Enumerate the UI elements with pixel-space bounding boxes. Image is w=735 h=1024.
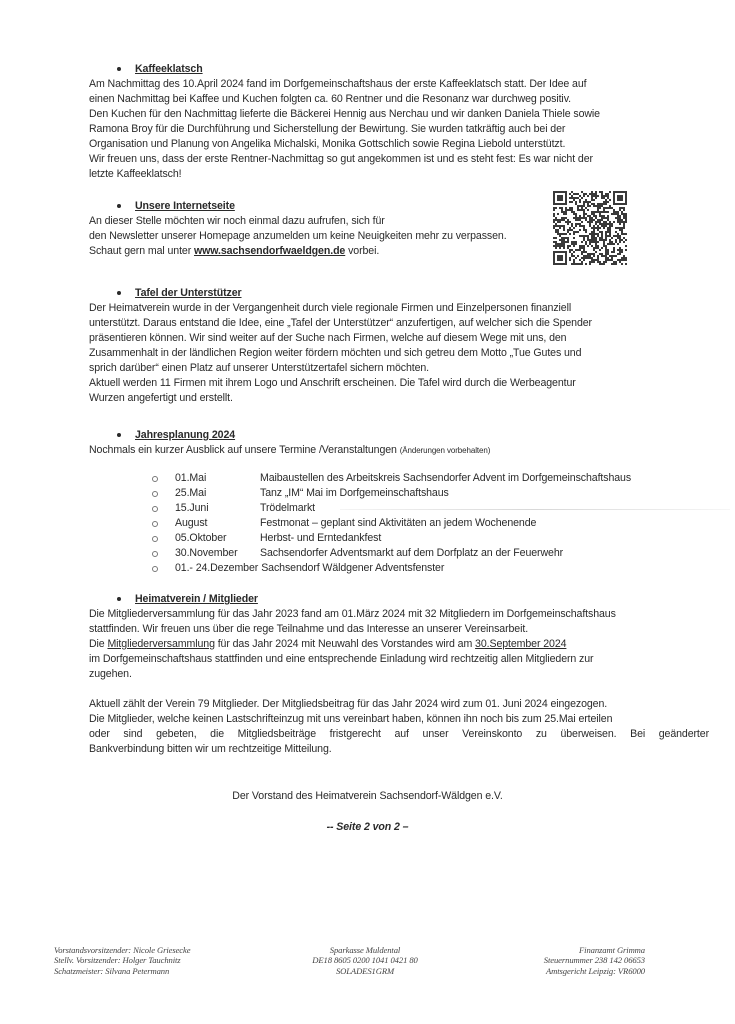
paragraph-line: oder sind gebeten, die Mitgliedsbeiträge fristgerecht auf unser Vereinskonto zu überweisen. Bei geänderter [89,728,709,740]
text: für das Jahr 2024 mit Neuwahl des Vorstandes wird am [214,638,476,650]
paragraph-line: Wurzen angefertigt und erstellt. [89,392,233,404]
footer-line: Vorstandsvorsitzender: Nicole Griesecke [54,945,191,955]
event-date: 01.Mai [175,472,207,484]
scan-artifact-line [340,509,730,510]
text: vorbei. [345,245,380,257]
intro-note: (Änderungen vorbehalten) [399,446,491,455]
section-jahresplanung [89,428,709,458]
circle-bullet-icon [152,506,158,512]
paragraph-line: Der Heimatverein wurde in der Vergangenheit durch viele regionale Firmen und Einzelpersonen finanziell [89,302,572,314]
event-date: 15.Juni [175,502,209,514]
section-heading [89,286,709,301]
paragraph-line: einen Nachmittag bei Kaffee und Kuchen folgten ca. 60 Rentner und die Resonanz war durchweg positiv. [89,93,571,105]
text: Die [89,638,108,650]
footer-line: Stellv. Vorsitzender: Holger Tauchnitz [54,955,181,966]
bullet-icon [117,597,121,601]
footer-tax [495,945,645,976]
paragraph-line: letzte Kaffeeklatsch! [89,168,182,180]
paragraph-line: Organisation und Planung von Angelika Michalski, Monika Gottschlich sowie Regina Liebold unterstützt. [89,138,566,150]
circle-bullet-icon [152,476,158,482]
event-item [152,531,712,546]
event-item [152,471,712,486]
paragraph-line: sprich darüber“ einen Platz auf unserer Unterstützertafel sichern möchten. [89,362,430,374]
bullet-icon [117,291,121,295]
event-description: Herbst- und Erntedankfest [260,532,382,544]
qr-finder-pattern [553,191,567,205]
underlined-text: Mitgliederversammlung [107,638,215,650]
paragraph-line: im Dorfgemeinschaftshaus stattfinden und eine entsprechende Einladung wird rechtzeitig allen Mitgliedern zur [89,653,594,665]
event-description: Maibaustellen des Arbeitskreis Sachsendorfer Advent im Dorfgemeinschaftshaus [260,472,632,484]
page-number: -- Seite 2 von 2 – [326,821,409,833]
paragraph-line: zugehen. [89,668,132,680]
event-description: Festmonat – geplant sind Aktivitäten an jedem Wochenende [260,517,537,529]
event-date: 01.- 24.Dezember [175,562,259,574]
footer-line: DE18 8605 0200 1041 0421 80 [312,955,418,966]
footer-line: Schatzmeister: Silvana Petermann [54,965,170,976]
paragraph-line: Die Mitgliederversammlung für das Jahr 2023 fand am 01.März 2024 mit 32 Mitgliedern im Dorfgemeinschaftshaus [89,608,616,620]
event-date: 30.November [175,547,238,559]
event-description: Sachsendorfer Adventsmarkt auf dem Dorfplatz an der Feuerwehr [260,547,564,559]
footer-bank [290,945,440,976]
section-title: Heimatverein / Mitglieder [135,593,258,605]
bullet-icon [117,67,121,71]
bullet-icon [117,204,121,208]
paragraph-line: unterstützt. Daraus entstand die Idee, eine „Tafel der Unterstützer“ anzufertigen, auf welcher sich die Spender [89,317,592,329]
paragraph-line: präsentieren können. Wir sind weiter auf der Suche nach Firmen, welche auf diesem Wege mit uns, den [89,332,567,344]
event-list [152,471,712,576]
event-description: Tanz „IM“ Mai im Dorfgemeinschaftshaus [260,487,449,499]
qr-code-icon[interactable] [553,191,627,265]
spacer [89,682,709,697]
section-heading [89,62,709,77]
event-item [152,561,712,576]
text: Schaut gern mal unter [89,245,194,257]
section-title: Jahresplanung 2024 [135,429,236,441]
footer-line: Steuernummer 238 142 06653 [543,955,645,966]
paragraph-line: Bankverbindung bitten wir um rechtzeitige Mitteilung. [89,743,332,755]
paragraph-line [89,637,709,652]
footer-line: Finanzamt Grimma [579,945,645,955]
paragraph-line [89,443,709,458]
paragraph-line: An dieser Stelle möchten wir noch einmal dazu aufrufen, sich für [89,215,385,227]
event-item [152,516,712,531]
paragraph-line: Am Nachmittag des 10.April 2024 fand im Dorfgemeinschaftshaus der erste Kaffeeklatsch statt. Der Idee auf [89,78,587,90]
paragraph-line: Die Mitglieder, welche keinen Lastschrifteinzug mit uns vereinbart haben, können ihn noch bis zum 25.Mai erteilen [89,713,613,725]
underlined-date: 30.September 2024 [475,638,567,650]
section-heading [89,592,709,607]
circle-bullet-icon [152,536,158,542]
section-kaffeeklatsch [89,62,709,182]
event-item [152,546,712,561]
event-description: Trödelmarkt [260,502,316,514]
paragraph-line: Wir freuen uns, dass der erste Rentner-Nachmittag so gut angekommen ist und es steht fest: Es war nicht der [89,153,593,165]
section-tafel [89,286,709,406]
circle-bullet-icon [152,566,158,572]
event-date: August [175,517,208,529]
section-mitglieder [89,592,709,757]
circle-bullet-icon [152,521,158,527]
event-item [152,486,712,501]
section-title: Kaffeeklatsch [135,63,203,75]
event-date: 25.Mai [175,487,207,499]
signature-line: Der Vorstand des Heimatverein Sachsendorf-Wäldgen e.V. [232,790,503,802]
event-date: 05.Oktober [175,532,227,544]
website-link[interactable]: www.sachsendorfwaeldgen.de [193,245,346,257]
event-description: Sachsendorf Wäldgener Adventsfenster [261,562,445,574]
paragraph-line: stattfinden. Wir freuen uns über die rege Teilnahme und das Interesse an unserer Vereinsarbeit. [89,623,529,635]
paragraph-line: Aktuell werden 11 Firmen mit ihrem Logo und Anschrift erscheinen. Die Tafel wird durch die Werbeagentur [89,377,576,389]
circle-bullet-icon [152,491,158,497]
section-title: Tafel der Unterstützer [135,287,242,299]
paragraph-line: Aktuell zählt der Verein 79 Mitglieder. Der Mitgliedsbeitrag für das Jahr 2024 wird zum 01. Juni 2024 eingezogen. [89,698,608,710]
bullet-icon [117,433,121,437]
intro-text: Nochmals ein kurzer Ausblick auf unsere Termine /Veranstaltungen [89,444,400,456]
paragraph-line: Den Kuchen für den Nachmittag lieferte die Bäckerei Hennig aus Nerchau und wir danken Daniela Thiele sowie [89,108,600,120]
paragraph-line: Ramona Broy für die Durchführung und Sicherstellung der Bewirtung. Sie wurden tatkräftig auch bei der [89,123,566,135]
footer-board [54,945,190,976]
section-heading [89,428,709,443]
qr-finder-pattern [613,191,627,205]
circle-bullet-icon [152,551,158,557]
footer-line: SOLADES1GRM [335,965,395,976]
section-title: Unsere Internetseite [135,200,235,212]
paragraph-line: den Newsletter unserer Homepage anzumelden um keine Neuigkeiten mehr zu verpassen. [89,230,507,242]
qr-finder-pattern [553,251,567,265]
footer-line: Amtsgericht Leipzig: VR6000 [546,965,645,976]
paragraph-line: Zusammenhalt in der ländlichen Region weiter fördern möchten und sich getreu dem Motto „Tue Gutes und [89,347,582,359]
footer-line: Sparkasse Muldental [329,945,401,955]
